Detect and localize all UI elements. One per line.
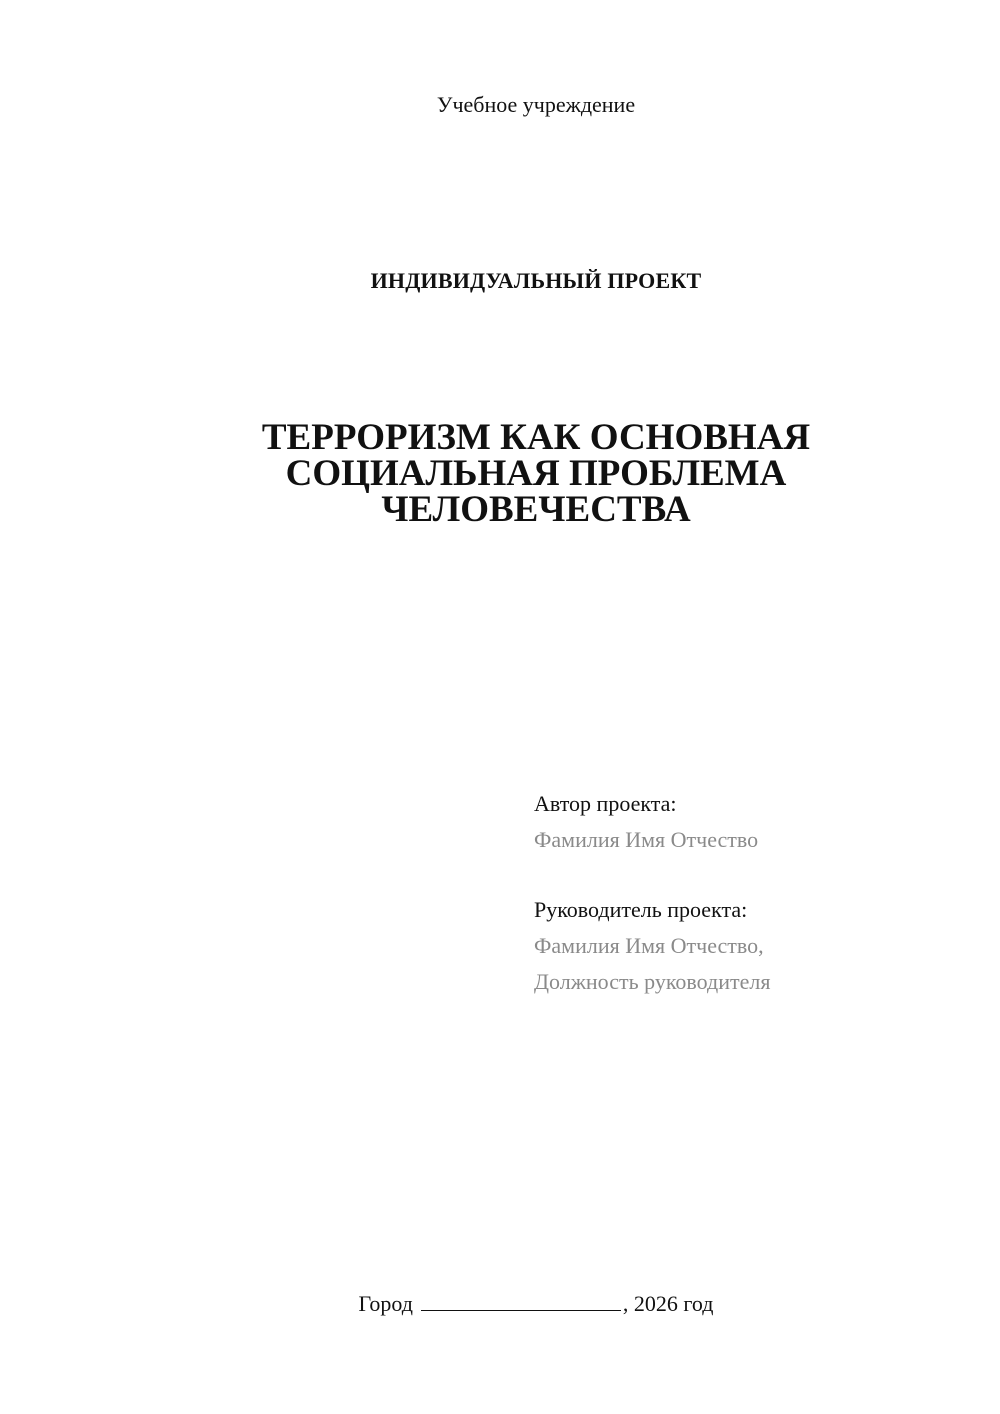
author-name-placeholder: Фамилия Имя Отчество (534, 827, 759, 852)
project-title-line-3: ЧЕЛОВЕЧЕСТВА (381, 489, 691, 530)
supervisor-label: Руководитель проекта: (534, 897, 748, 922)
author-label: Автор проекта: (534, 791, 677, 816)
project-type-heading: ИНДИВИДУАЛЬНЫЙ ПРОЕКТ (370, 268, 702, 293)
project-title (0, 417, 1000, 530)
supervisor-name-placeholder: Фамилия Имя Отчество, (534, 933, 764, 958)
supervisor-position-placeholder: Должность руководителя (534, 969, 771, 994)
city-year-line (0, 1290, 1000, 1317)
city-blank-line (421, 1290, 621, 1311)
project-title-line-1: ТЕРРОРИЗМ КАК ОСНОВНАЯ (261, 417, 811, 458)
institution-name: Учебное учреждение (436, 92, 636, 117)
city-label: Город (358, 1291, 413, 1316)
supervisor-block (534, 892, 770, 1000)
author-block (534, 786, 758, 858)
year-text: , 2026 год (622, 1291, 714, 1316)
project-title-line-2: СОЦИАЛЬНАЯ ПРОБЛЕМА (285, 453, 787, 494)
